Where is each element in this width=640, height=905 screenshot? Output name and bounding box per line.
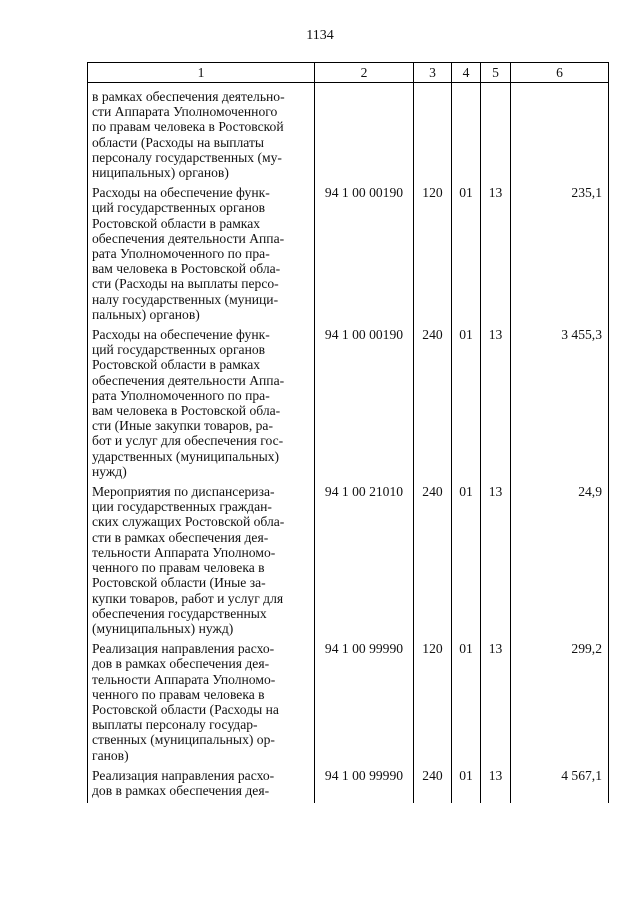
row-vr: 120	[414, 185, 452, 327]
row-code: 94 1 00 99990	[315, 641, 414, 768]
description-line: рата Уполномоченного по пра-	[92, 387, 270, 403]
column-header-2: 2	[315, 63, 414, 83]
description-line: Ростовской области в рамках	[92, 215, 261, 231]
description-line: ченного по правам человека в	[92, 686, 265, 702]
description-line: Реализация направления расхо-	[92, 641, 275, 657]
row-vr: 240	[414, 768, 452, 803]
description-line: ских служащих Ростовской обла-	[92, 514, 285, 530]
row-description	[88, 768, 315, 803]
row-vr: 120	[414, 641, 452, 768]
description-line: ченного по правам человека в	[92, 560, 265, 576]
row-vr: 240	[414, 484, 452, 641]
description-line: Расходы на обеспечение функ-	[92, 185, 270, 201]
column-header-4: 4	[452, 63, 481, 83]
description-line: тельности Аппарата Уполномо-	[92, 544, 276, 560]
table-row	[88, 641, 609, 768]
description-line: обеспечения деятельности Аппа-	[92, 230, 285, 246]
row-rz: 01	[452, 641, 481, 768]
row-sum: 3 455,3	[511, 327, 609, 484]
description-line: сти Аппарата Уполномоченного	[92, 104, 278, 120]
row-sum: 299,2	[511, 641, 609, 768]
description-line: (муниципальных) нужд)	[92, 620, 234, 636]
row-pr: 13	[481, 768, 511, 803]
table-row	[88, 768, 609, 803]
row-rz	[452, 83, 481, 186]
description-line: вам человека в Ростовской обла-	[92, 261, 281, 277]
row-code	[315, 83, 414, 186]
description-line: в рамках обеспечения деятельно-	[92, 89, 285, 104]
description-line: Ростовской области (Иные за-	[92, 575, 266, 591]
table-row	[88, 484, 609, 641]
description-line: вам человека в Ростовской обла-	[92, 403, 281, 419]
description-line: налу государственных (муници-	[92, 291, 279, 307]
column-header-1: 1	[88, 63, 315, 83]
row-rz: 01	[452, 768, 481, 803]
column-header-5: 5	[481, 63, 511, 83]
row-vr	[414, 83, 452, 186]
row-vr: 240	[414, 327, 452, 484]
row-description	[88, 185, 315, 327]
description-line: сти в рамках обеспечения дея-	[92, 529, 269, 545]
description-line: Ростовской области (Расходы на	[92, 701, 279, 717]
row-pr	[481, 83, 511, 186]
table-row	[88, 327, 609, 484]
table-row	[88, 83, 609, 186]
row-description	[88, 83, 315, 186]
description-line: пальных) органов)	[92, 306, 200, 322]
description-line: ственных (муниципальных) ор-	[92, 732, 275, 748]
table-body	[88, 83, 609, 804]
description-line: дов в рамках обеспечения дея-	[92, 782, 270, 798]
description-line: ций государственных органов	[92, 342, 266, 358]
description-line: ниципальных) органов)	[92, 165, 229, 181]
row-description	[88, 484, 315, 641]
row-rz: 01	[452, 484, 481, 641]
description-line: ции государственных граждан-	[92, 499, 272, 515]
row-pr: 13	[481, 185, 511, 327]
description-line: дов в рамках обеспечения дея-	[92, 656, 270, 672]
table-header-row	[88, 63, 609, 83]
description-line: Мероприятия по диспансеризa-	[92, 484, 275, 500]
budget-table	[87, 62, 609, 803]
row-code: 94 1 00 99990	[315, 768, 414, 803]
row-pr: 13	[481, 484, 511, 641]
description-line: выплаты персоналу государ-	[92, 717, 258, 733]
description-line: обеспечения государственных	[92, 605, 267, 621]
row-rz: 01	[452, 327, 481, 484]
description-line: бот и услуг для обеспечения гос-	[92, 433, 284, 449]
page-number: 1134	[306, 28, 334, 43]
row-sum: 4 567,1	[511, 768, 609, 803]
row-description	[88, 327, 315, 484]
description-line: персоналу государственных (му-	[92, 149, 282, 165]
description-line: Расходы на обеспечение функ-	[92, 327, 270, 343]
column-header-6: 6	[511, 63, 609, 83]
description-line: купки товаров, работ и услуг для	[92, 590, 284, 606]
table-row	[88, 185, 609, 327]
description-line: по правам человека в Ростовской	[92, 119, 284, 135]
description-line: сти (Расходы на выплаты персо-	[92, 276, 279, 292]
row-code: 94 1 00 00190	[315, 185, 414, 327]
description-line: ударственных (муниципальных)	[92, 448, 280, 464]
description-line: ганов)	[92, 747, 129, 763]
description-line: нужд)	[92, 463, 127, 479]
description-line: Ростовской области в рамках	[92, 357, 261, 373]
row-code: 94 1 00 00190	[315, 327, 414, 484]
description-line: рата Уполномоченного по пра-	[92, 246, 270, 262]
description-line: обеспечения деятельности Аппа-	[92, 372, 285, 388]
description-line: сти (Иные закупки товаров, ра-	[92, 418, 273, 434]
row-pr: 13	[481, 327, 511, 484]
row-sum	[511, 83, 609, 186]
row-sum: 235,1	[511, 185, 609, 327]
description-line: ций государственных органов	[92, 200, 266, 216]
description-line: тельности Аппарата Уполномо-	[92, 671, 276, 687]
column-header-3: 3	[414, 63, 452, 83]
row-description	[88, 641, 315, 768]
row-sum: 24,9	[511, 484, 609, 641]
description-line: области (Расходы на выплаты	[92, 134, 265, 150]
row-code: 94 1 00 21010	[315, 484, 414, 641]
description-line: Реализация направления расхо-	[92, 767, 275, 783]
row-rz: 01	[452, 185, 481, 327]
row-pr: 13	[481, 641, 511, 768]
